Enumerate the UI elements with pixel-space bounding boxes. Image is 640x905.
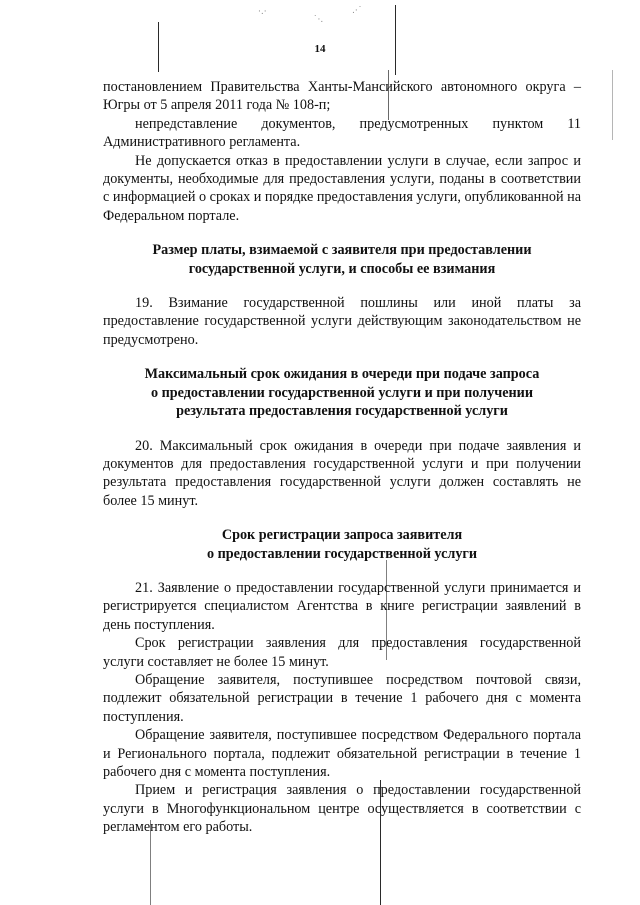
section-heading-queue: Максимальный срок ожидания в очереди при подаче запроса о предоставлении государственной услуги и при получении результата предоставления государственной услуги [144,366,540,420]
paragraph-top-2: непредставление документов, предусмотренных пунктом 11 Административного регламента. [103,115,581,151]
paragraph-top-3: Не допускается отказ в предоставлении услуги в случае, если запрос и документы, необходимые для предоставления услуги, поданы в соответствии с информацией о сроках и порядке предоставления услуги, опубликованной на Федеральном портале. [103,152,581,224]
scan-line-center-top [395,5,396,75]
paragraph-21-portal: Обращение заявителя, поступившее посредством Федерального портала и Регионального портала, подлежит обязательной регистрации в течение 1 рабочего дня с момента поступления. [103,727,581,780]
scan-line-right-top [612,70,613,140]
paragraph-19: 19. Взимание государственной пошлины или иной платы за предоставление государственной услуги действующим законодательством не предусмотрено. [103,295,581,348]
section-heading-registration: Срок регистрации запроса заявителя о предоставлении государственной услуги [206,527,478,562]
scan-speck-2: ˙·. [313,15,324,25]
section-heading-fee: Размер платы, взимаемой с заявителя при предоставлении государственной услуги, и способы ее взимания [152,242,532,277]
paragraph-20: 20. Максимальный срок ожидания в очереди при подаче заявления и документов для предоставления государственной услуги и при получении результата предоставления государственной услуги должен составлять не более 15 минут. [103,437,581,509]
paragraph-21-postal: Обращение заявителя, поступившее посредством почтовой связи, подлежит обязательной регистрации в течение 1 рабочего дня с момента поступления. [103,671,581,725]
paragraph-21-mfc: Прием и регистрация заявления о предоставлении государственной услуги в Многофункциональном центре осуществляется в соответствии с регламентом его работы. [103,782,581,836]
paragraph-21: 21. Заявление о предоставлении государственной услуги принимается и регистрируется специалистом Агентства в книге регистрации заявлений в день поступления. [103,579,581,633]
scan-speck-3: .·˙ [352,6,363,16]
page-number: 14 [314,43,326,55]
scan-speck-1: ·.· [258,7,267,17]
paragraph-21-term: Срок регистрации заявления для предоставления государственной услуги составляет не более 15 минут. [103,635,581,670]
document-body [103,78,581,837]
paragraph-top-1: постановлением Правительства Ханты-Мансийского автономного округа – Югры от 5 апреля 2011 года № 108-п; [103,79,581,114]
